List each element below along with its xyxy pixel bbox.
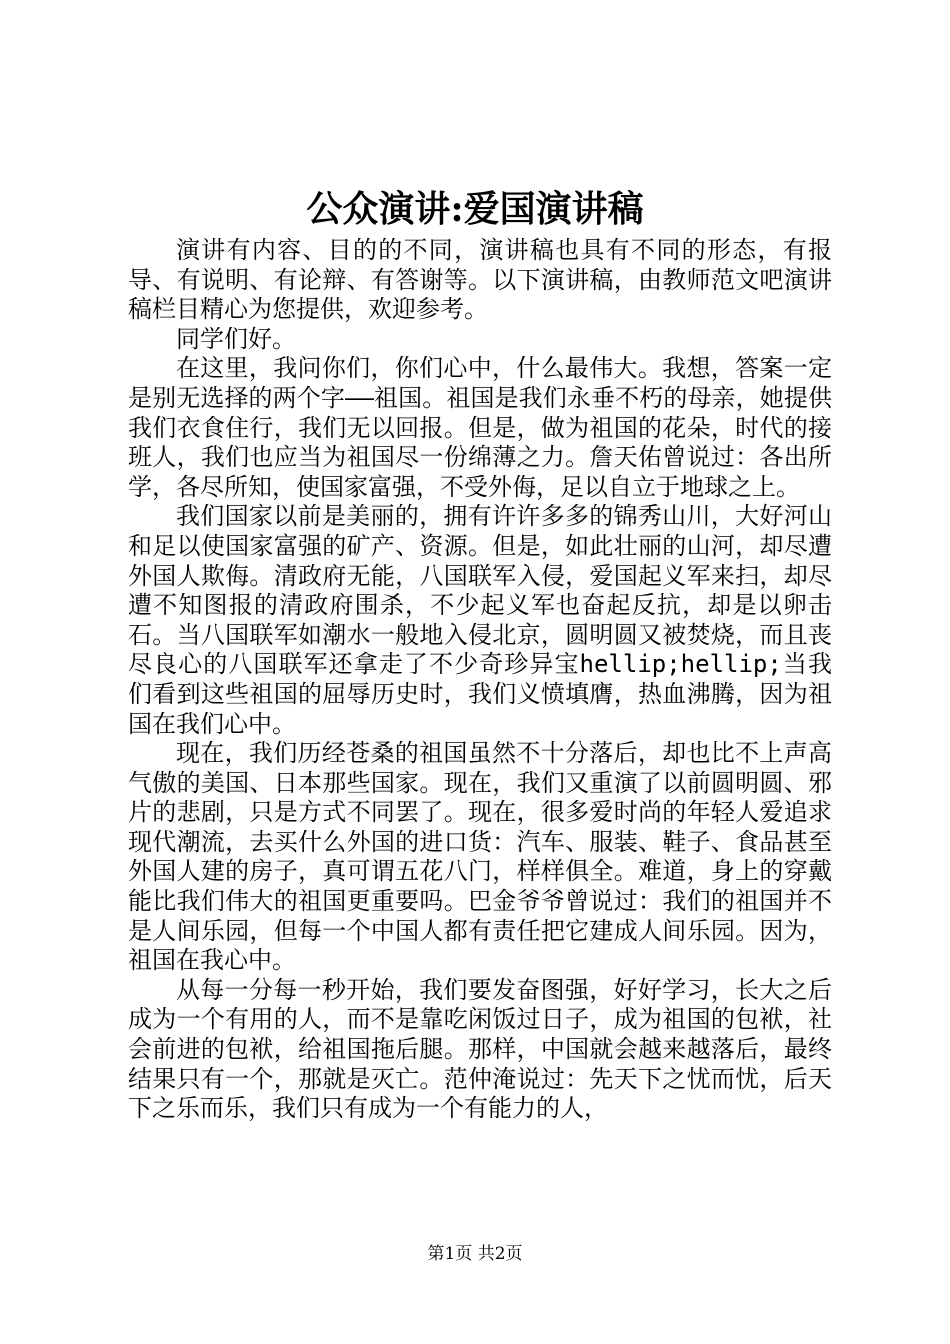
- paragraph-greeting: 同学们好。: [176, 324, 296, 353]
- document-body: [128, 236, 832, 1124]
- paragraph: 我们国家以前是美丽的，拥有许许多多的锦秀山川，大好河山和足以使国家富强的矿产、资源。但是，如此壮丽的山河，却尽遭外国人欺侮。清政府无能，八国联军入侵，爱国起义军来扫，却尽遭不知图报的清政府围杀，不少起义军也奋起反抗，却是以卵击石。当八国联军如潮水一般地入侵北京，圆明圆又被焚烧，而且丧尽良心的八国联军还拿走了不少奇珍异宝hellip;hellip;当我们看到这些祖国的屈辱历史时，我们义愤填膺，热血沸腾，因为祖国在我们心中。: [128, 502, 832, 738]
- document-title: 公众演讲:爱国演讲稿: [306, 188, 644, 230]
- paragraph: 现在，我们历经苍桑的祖国虽然不十分落后，却也比不上声高气傲的美国、日本那些国家。现在，我们又重演了以前圆明圆、邪片的悲剧，只是方式不同罢了。现在，很多爱时尚的年轻人爱追求现代潮流，去买什么外国的进口货：汽车、服装、鞋子、食品甚至外国人建的房子，真可谓五花八门，样样俱全。难道，身上的穿戴能比我们伟大的祖国更重要吗。巴金爷爷曾说过：我们的祖国并不是人间乐园，但每一个中国人都有责任把它建成人间乐园。因为，祖国在我心中。: [128, 739, 832, 975]
- paragraph: 在这里，我问你们，你们心中，什么最伟大。我想，答案一定是别无选择的两个字——祖国。祖国是我们永垂不朽的母亲，她提供我们衣食住行，我们无以回报。但是，做为祖国的花朵，时代的接班人，我们也应当为祖国尽一份绵薄之力。詹天佑曾说过：各出所学，各尽所知，使国家富强，不受外侮，足以自立于地球之上。: [128, 354, 832, 501]
- paragraph: 从每一分每一秒开始，我们要发奋图强，好好学习，长大之后成为一个有用的人，而不是靠吃闲饭过日子，成为祖国的包袱，社会前进的包袱，给祖国拖后腿。那样，中国就会越来越落后，最终结果只有一个，那就是灭亡。范仲淹说过：先天下之忧而忧，后天下之乐而乐，我们只有成为一个有能力的人，: [128, 975, 832, 1123]
- paragraph-intro: 演讲有内容、目的的不同，演讲稿也具有不同的形态，有报导、有说明、有论辩、有答谢等。以下演讲稿，由教师范文吧演讲稿栏目精心为您提供，欢迎参考。: [128, 236, 832, 324]
- page-number-footer: 第1页 共2页: [427, 1244, 523, 1264]
